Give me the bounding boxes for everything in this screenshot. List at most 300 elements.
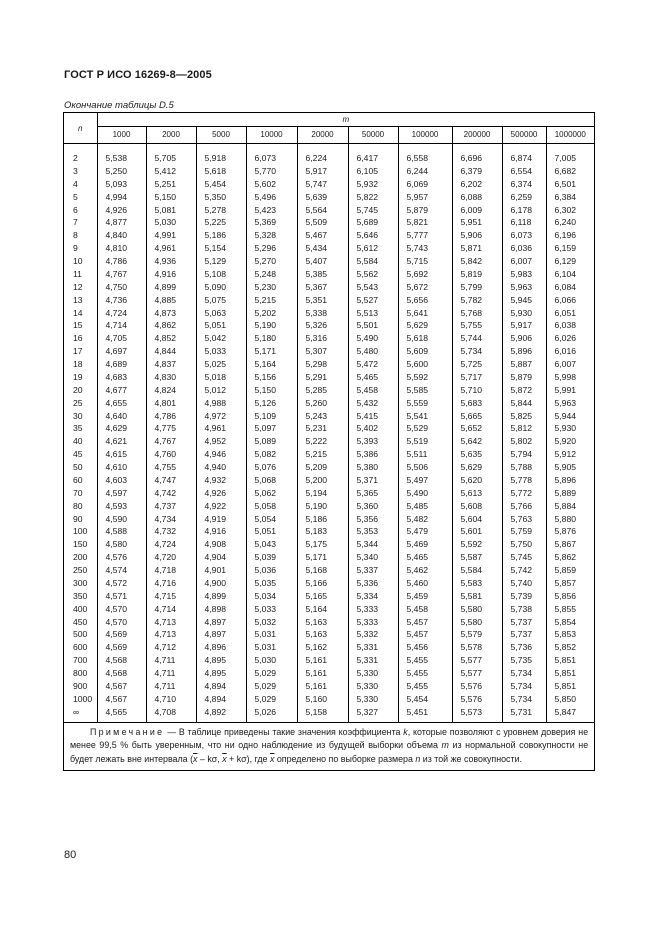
value-cell: 5,777: [398, 229, 452, 242]
value-cell: 5,029: [246, 693, 297, 706]
table-row: [64, 551, 594, 564]
value-cell: 5,608: [452, 500, 502, 513]
value-cell: 5,472: [348, 358, 398, 371]
table-row: [64, 281, 594, 294]
note-text-1: — В таблице приведены такие значения коэффициента: [164, 726, 404, 737]
value-cell: 5,592: [452, 538, 502, 551]
n-cell: 45: [64, 448, 97, 461]
value-cell: 5,717: [452, 371, 502, 384]
value-cell: 5,580: [452, 616, 502, 629]
value-cell: 4,683: [97, 371, 146, 384]
value-cell: 7,005: [554, 153, 577, 163]
value-cell: 5,577: [452, 667, 502, 680]
column-header: 50000: [348, 126, 398, 143]
value-cell: 5,298: [297, 358, 348, 371]
value-cell: 4,724: [97, 307, 146, 320]
note-minus-ks: – kσ,: [197, 753, 223, 764]
value-cell: 5,906: [502, 332, 546, 345]
value-cell: 4,677: [97, 384, 146, 397]
value-cell: 5,460: [398, 577, 452, 590]
value-cell: 5,581: [452, 590, 502, 603]
value-cell: 5,485: [398, 500, 452, 513]
value-cell: 6,088: [452, 191, 502, 204]
value-cell: 5,075: [196, 294, 246, 307]
n-cell: 900: [64, 680, 97, 693]
value-cell: 5,190: [297, 500, 348, 513]
value-cell: 5,336: [348, 577, 398, 590]
value-cell: 4,830: [146, 371, 196, 384]
value-cell: 5,371: [348, 474, 398, 487]
value-cell: 5,200: [297, 474, 348, 487]
value-cell: 5,164: [246, 358, 297, 371]
value-cell: 5,879: [398, 204, 452, 217]
value-cell: 5,932: [348, 178, 398, 191]
value-cell: 5,402: [348, 422, 398, 435]
value-cell: 4,737: [146, 500, 196, 513]
value-cell: 6,036: [502, 242, 546, 255]
value-cell: 5,851: [554, 680, 577, 691]
value-cell: 6,007: [554, 359, 577, 369]
value-cell: 5,412: [146, 165, 196, 178]
value-cell: 4,742: [146, 487, 196, 500]
value-cell: 5,415: [348, 410, 398, 423]
value-cell: 4,961: [146, 242, 196, 255]
value-cell: 4,837: [146, 358, 196, 371]
value-cell: 4,904: [196, 551, 246, 564]
value-cell: 5,451: [398, 706, 452, 722]
table-row: [64, 538, 594, 551]
value-cell: 5,058: [246, 500, 297, 513]
value-cell: 5,054: [246, 513, 297, 526]
column-header: 1000000: [546, 126, 594, 143]
value-cell: 5,331: [348, 654, 398, 667]
value-cell: 5,171: [297, 551, 348, 564]
value-cell: 5,051: [196, 319, 246, 332]
value-cell: 5,454: [398, 693, 452, 706]
value-cell: 5,337: [348, 564, 398, 577]
value-cell: 5,880: [554, 513, 577, 524]
value-cell: 5,998: [554, 371, 577, 382]
value-cell: 5,887: [502, 358, 546, 371]
value-cell: 5,543: [348, 281, 398, 294]
value-cell: 5,738: [502, 603, 546, 616]
table-row: [64, 706, 594, 722]
value-cell: 5,330: [348, 667, 398, 680]
value-cell: 5,385: [297, 268, 348, 281]
value-cell: 5,160: [297, 693, 348, 706]
value-cell: 5,853: [554, 629, 577, 640]
value-cell: 5,260: [297, 397, 348, 410]
n-cell: 400: [64, 603, 97, 616]
value-cell: 4,567: [97, 693, 146, 706]
table-row: [64, 616, 594, 629]
value-cell: 5,612: [348, 242, 398, 255]
value-cell: 5,307: [297, 345, 348, 358]
value-cell: 5,344: [348, 538, 398, 551]
value-cell: 5,423: [246, 204, 297, 217]
value-cell: 6,069: [398, 178, 452, 191]
value-cell: 4,697: [97, 345, 146, 358]
table-row: [64, 216, 594, 229]
note-row: [64, 722, 594, 770]
table-row: [64, 384, 594, 397]
value-cell: 4,862: [146, 319, 196, 332]
value-cell: 5,513: [348, 307, 398, 320]
value-cell: 5,734: [452, 345, 502, 358]
page-number: 80: [64, 849, 77, 861]
table-row: [64, 255, 594, 268]
value-cell: 5,759: [502, 525, 546, 538]
value-cell: 5,334: [348, 590, 398, 603]
value-cell: 5,930: [502, 307, 546, 320]
value-cell: 5,180: [246, 332, 297, 345]
value-cell: 6,084: [554, 281, 577, 292]
value-cell: 5,745: [348, 204, 398, 217]
value-cell: 5,859: [554, 565, 577, 575]
value-cell: 5,683: [452, 397, 502, 410]
value-cell: 5,209: [297, 461, 348, 474]
value-cell: 5,576: [452, 680, 502, 693]
value-cell: 4,767: [146, 435, 196, 448]
value-cell: 5,782: [452, 294, 502, 307]
m-column-header: m: [97, 113, 594, 126]
value-cell: 5,577: [452, 654, 502, 667]
value-cell: 5,326: [297, 319, 348, 332]
value-cell: 5,734: [502, 680, 546, 693]
value-cell: 4,724: [146, 538, 196, 551]
n-cell: 6: [64, 204, 97, 217]
table-row: [64, 500, 594, 513]
value-cell: 5,129: [196, 255, 246, 268]
value-cell: 4,615: [97, 448, 146, 461]
value-cell: 5,296: [246, 242, 297, 255]
value-cell: 5,501: [348, 319, 398, 332]
value-cell: 5,672: [398, 281, 452, 294]
value-cell: 4,908: [196, 538, 246, 551]
value-cell: 5,920: [554, 436, 577, 447]
note-n: n: [415, 753, 421, 764]
value-cell: 6,501: [554, 178, 577, 189]
value-cell: 5,750: [502, 538, 546, 551]
value-cell: 5,735: [502, 654, 546, 667]
value-cell: 5,884: [554, 500, 577, 511]
n-cell: 12: [64, 281, 97, 294]
value-cell: 5,231: [297, 422, 348, 435]
note-label: Примечание: [90, 726, 165, 737]
n-cell: 7: [64, 216, 97, 229]
value-cell: 6,374: [502, 178, 546, 191]
table-row: [64, 178, 594, 191]
value-cell: 4,716: [146, 577, 196, 590]
table-d5: [63, 112, 595, 771]
n-cell: 13: [64, 294, 97, 307]
value-cell: 5,330: [348, 680, 398, 693]
value-cell: 5,635: [452, 448, 502, 461]
value-cell: 5,583: [452, 577, 502, 590]
value-cell: 6,302: [554, 204, 577, 215]
value-cell: 5,030: [146, 216, 196, 229]
value-cell: 5,541: [398, 410, 452, 423]
value-cell: 4,900: [196, 577, 246, 590]
n-cell: 150: [64, 538, 97, 551]
value-cell: 5,351: [297, 294, 348, 307]
value-cell: 4,952: [196, 435, 246, 448]
value-cell: 5,847: [554, 706, 577, 717]
table-row: [64, 358, 594, 371]
value-cell: 5,912: [554, 449, 577, 460]
n-cell: 500: [64, 628, 97, 641]
table-row: [64, 525, 594, 538]
column-header: 1000: [97, 126, 146, 143]
value-cell: 5,710: [452, 384, 502, 397]
value-cell: 6,379: [452, 165, 502, 178]
value-cell: 5,333: [348, 616, 398, 629]
value-cell: 6,159: [554, 243, 577, 254]
header-spacer-row: [64, 144, 594, 153]
value-cell: 4,897: [196, 628, 246, 641]
value-cell: 4,988: [196, 397, 246, 410]
value-cell: 5,026: [246, 706, 297, 722]
value-cell: 6,874: [502, 152, 546, 165]
value-cell: 5,150: [146, 191, 196, 204]
column-header: 200000: [452, 126, 502, 143]
value-cell: 5,033: [246, 603, 297, 616]
document-header: ГОСТ Р ИСО 16269-8—2005: [64, 69, 212, 81]
table-row: [64, 268, 594, 281]
table-row: [64, 474, 594, 487]
value-cell: 4,568: [97, 654, 146, 667]
value-cell: 5,156: [246, 371, 297, 384]
value-cell: 6,259: [502, 191, 546, 204]
note-xbar-1: $\overline{x}$: [193, 753, 198, 764]
value-cell: 4,593: [97, 500, 146, 513]
value-cell: 4,567: [97, 680, 146, 693]
value-cell: 5,332: [348, 628, 398, 641]
value-cell: 4,572: [97, 577, 146, 590]
value-cell: 5,742: [502, 564, 546, 577]
value-cell: 4,708: [146, 706, 196, 722]
value-cell: 5,458: [348, 384, 398, 397]
value-cell: 5,652: [452, 422, 502, 435]
value-cell: 5,656: [398, 294, 452, 307]
value-cell: 5,737: [502, 616, 546, 629]
value-cell: 4,852: [146, 332, 196, 345]
value-cell: 5,333: [348, 603, 398, 616]
value-cell: 5,215: [297, 448, 348, 461]
value-cell: 5,930: [554, 423, 577, 434]
value-cell: 5,905: [554, 462, 577, 472]
value-cell: 4,786: [97, 255, 146, 268]
table-row: [64, 410, 594, 423]
value-cell: 5,330: [348, 693, 398, 706]
value-cell: 4,899: [146, 281, 196, 294]
n-cell: 10: [64, 255, 97, 268]
n-cell: 30: [64, 410, 97, 423]
value-cell: 5,747: [297, 178, 348, 191]
value-cell: 5,194: [297, 487, 348, 500]
value-cell: 5,108: [196, 268, 246, 281]
value-cell: 5,963: [502, 281, 546, 294]
value-cell: 5,629: [398, 319, 452, 332]
n-cell: 9: [64, 242, 97, 255]
table-row: [64, 590, 594, 603]
value-cell: 6,558: [398, 152, 452, 165]
value-cell: 5,896: [502, 345, 546, 358]
table-row: [64, 654, 594, 667]
value-cell: 4,892: [196, 706, 246, 722]
value-cell: 5,736: [502, 641, 546, 654]
note-text-5: определено по выборке размера: [274, 753, 416, 764]
value-cell: 5,766: [502, 500, 546, 513]
value-cell: 5,527: [348, 294, 398, 307]
value-cell: 5,692: [398, 268, 452, 281]
value-cell: 4,736: [97, 294, 146, 307]
value-cell: 4,991: [146, 229, 196, 242]
value-cell: 4,590: [97, 513, 146, 526]
n-cell: 800: [64, 667, 97, 680]
value-cell: 5,819: [452, 268, 502, 281]
table-row: [64, 294, 594, 307]
n-cell: 70: [64, 487, 97, 500]
value-cell: 4,640: [97, 410, 146, 423]
table-caption: Окончание таблицы D.5: [64, 100, 174, 111]
value-cell: 5,093: [97, 178, 146, 191]
n-cell: 80: [64, 500, 97, 513]
n-cell: 100: [64, 525, 97, 538]
value-cell: 5,291: [297, 371, 348, 384]
table-row: [64, 448, 594, 461]
value-cell: 5,851: [554, 668, 577, 678]
value-cell: 5,469: [398, 538, 452, 551]
value-cell: 4,901: [196, 564, 246, 577]
value-cell: 5,457: [398, 628, 452, 641]
table-row: [64, 191, 594, 204]
value-cell: 5,360: [348, 500, 398, 513]
value-cell: 5,051: [246, 525, 297, 538]
n-cell: 5: [64, 191, 97, 204]
note-m: m: [441, 740, 449, 751]
value-cell: 5,222: [297, 435, 348, 448]
value-cell: 5,584: [452, 564, 502, 577]
value-cell: 6,178: [502, 204, 546, 217]
value-cell: 5,171: [246, 345, 297, 358]
value-cell: 5,867: [554, 539, 577, 550]
value-cell: 5,407: [297, 255, 348, 268]
column-header: 2000: [146, 126, 196, 143]
column-header: 500000: [502, 126, 546, 143]
value-cell: 4,760: [146, 448, 196, 461]
value-cell: 5,618: [398, 332, 452, 345]
value-cell: 5,465: [398, 551, 452, 564]
n-cell: 700: [64, 654, 97, 667]
value-cell: 6,073: [502, 229, 546, 242]
value-cell: 5,432: [348, 397, 398, 410]
value-cell: 5,458: [398, 603, 452, 616]
value-cell: 5,559: [398, 397, 452, 410]
value-cell: 5,012: [196, 384, 246, 397]
value-cell: 5,496: [246, 191, 297, 204]
value-cell: 4,569: [97, 628, 146, 641]
value-cell: 5,455: [398, 667, 452, 680]
value-cell: 5,457: [398, 616, 452, 629]
value-cell: 5,725: [452, 358, 502, 371]
table-row: [64, 422, 594, 435]
value-cell: 4,713: [146, 628, 196, 641]
value-cell: 6,682: [554, 165, 577, 176]
value-cell: 5,734: [502, 693, 546, 706]
value-cell: 5,251: [146, 178, 196, 191]
value-cell: 5,490: [398, 487, 452, 500]
value-cell: 5,479: [398, 525, 452, 538]
value-cell: 6,244: [398, 165, 452, 178]
value-cell: 5,158: [297, 706, 348, 722]
value-cell: 5,587: [452, 551, 502, 564]
coefficient-table: [64, 113, 594, 770]
table-row: [64, 345, 594, 358]
value-cell: 4,922: [196, 500, 246, 513]
value-cell: 5,618: [196, 165, 246, 178]
n-cell: 90: [64, 513, 97, 526]
value-cell: 5,778: [502, 474, 546, 487]
n-cell: 14: [64, 307, 97, 320]
value-cell: 4,570: [97, 603, 146, 616]
table-row: [64, 461, 594, 474]
value-cell: 5,812: [502, 422, 546, 435]
table-row: [64, 603, 594, 616]
value-cell: 4,877: [97, 216, 146, 229]
value-cell: 6,118: [502, 216, 546, 229]
value-cell: 5,689: [348, 216, 398, 229]
value-cell: 5,243: [297, 410, 348, 423]
value-cell: 5,715: [398, 255, 452, 268]
value-cell: 5,089: [246, 435, 297, 448]
n-cell: 8: [64, 229, 97, 242]
value-cell: 4,718: [146, 564, 196, 577]
value-cell: 4,972: [196, 410, 246, 423]
value-cell: 5,579: [452, 628, 502, 641]
table-row: [64, 371, 594, 384]
value-cell: 4,895: [196, 667, 246, 680]
value-cell: 5,850: [554, 693, 577, 704]
value-cell: 4,576: [97, 551, 146, 564]
value-cell: 5,327: [348, 706, 398, 722]
n-cell: 200: [64, 551, 97, 564]
value-cell: 6,224: [297, 152, 348, 165]
value-cell: 5,578: [452, 641, 502, 654]
value-cell: 5,166: [297, 577, 348, 590]
table-note: [64, 722, 594, 770]
note-text-3: из нормальной совокупности не будет лежать вне интервала (: [70, 740, 589, 764]
note-plus-ks: + kσ: [226, 753, 247, 764]
table-row: [64, 307, 594, 320]
value-cell: 4,916: [146, 268, 196, 281]
value-cell: 5,270: [246, 255, 297, 268]
value-cell: 4,715: [146, 590, 196, 603]
value-cell: 5,480: [348, 345, 398, 358]
value-cell: 4,786: [146, 410, 196, 423]
value-cell: 5,285: [297, 384, 348, 397]
value-cell: 5,034: [246, 590, 297, 603]
table-row: [64, 641, 594, 654]
value-cell: 5,097: [246, 422, 297, 435]
value-cell: 4,936: [146, 255, 196, 268]
value-cell: 5,856: [554, 590, 577, 601]
value-cell: 5,822: [348, 191, 398, 204]
value-cell: 5,600: [398, 358, 452, 371]
table-row: [64, 242, 594, 255]
value-cell: 5,163: [297, 628, 348, 641]
value-cell: 5,584: [348, 255, 398, 268]
